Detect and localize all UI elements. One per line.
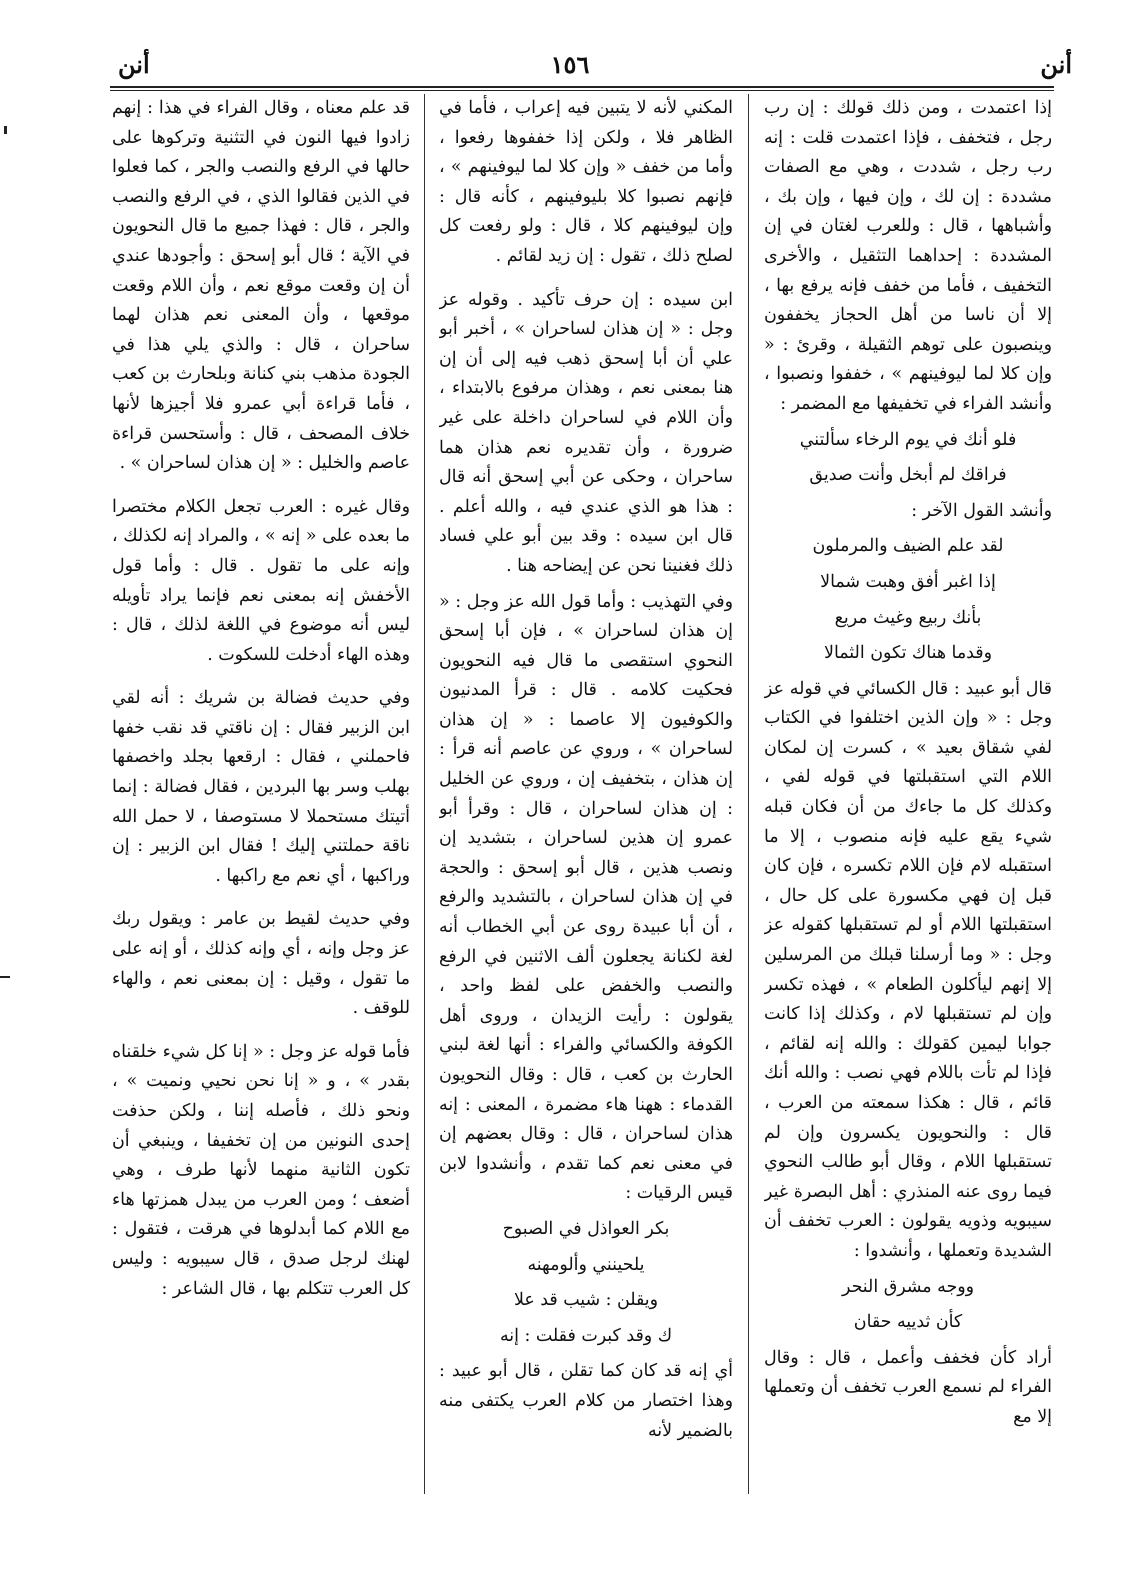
- paragraph: وأنشد القول الآخر :: [911, 500, 1052, 521]
- paragraph: وقال غيره : العرب تجعل الكلام مختصرا ما بعده على « إنه » ، والمراد إنه لكذلك ، وإنه على ما تقول . قال : وأما قول الأخفش إنه بمعنى نعم فإنما يراد تأويله ليس أنه موضوع في اللغة لذلك ، قال : وهذه الهاء أدخلت للسكوت .: [112, 496, 410, 665]
- margin-mark: [4, 126, 7, 134]
- verse-line: فراقك لم أبخل وأنت صديق: [809, 465, 1007, 486]
- verse-line: وقدما هناك تكون الثمالا: [824, 643, 992, 664]
- paragraph: قد علم معناه ، وقال الفراء في هذا : إنهم زادوا فيها النون في التثنية وتركوها على حالها في الرفع والنصب والجر ، كما فعلوا في الذين فقالوا الذي ، في الرفع والنصب والجر ، قال : فهذا جميع ما قال النحويون في الآية ؛ قال أبو إسحق : وأجودها عندي أن إن وقعت موقع نعم ، وأن اللام وقعت موقعها ، وأن المعنى نعم هذان لهما ساحران ، قال : والذي يلي هذا في الجودة مذهب بني كنانة وبلحارث بن كعب ، فأما قراءة أبي عمرو فلا أجيزها لأنها خلاف المصحف ، قال : وأستحسن قراءة عاصم والخليل : « إن هذان لساحران » .: [112, 98, 410, 474]
- text-column-middle: [439, 94, 733, 1464]
- verse-line: كأن ثدييه حقان: [853, 1312, 963, 1333]
- paragraph: وفي التهذيب : وأما قول الله عز وجل : « إن هذان لساحران » ، فإن أبا إسحق النحوي استقصى ما قال فيه النحويون فحكيت كلامه . قال : قرأ المدنيون والكوفيون إلا عاصما : « إن هذان لساحران » ، وروي عن عاصم أنه قرأ : إن هذان ، بتخفيف إن ، وروي عن الخليل : إن هذان لساحران ، قال : وقرأ أبو عمرو إن هذين لساحران ، بتشديد إن ونصب هذين ، قال أبو إسحق : والحجة في إن هذان لساحران ، بالتشديد والرفع ، أن أبا عبيدة روى عن أبي الخطاب أنه لغة لكنانة يجعلون ألف الاثنين في الرفع والنصب والخفض على لفظ واحد ، يقولون : رأيت الزيدان ، وروى أهل الكوفة والكسائي والفراء : أنها لغة لبني الحارث بن كعب ، قال : وقال النحويون القدماء : ههنا هاء مضمرة ، المعنى : إنه هذان لساحران ، قال : وقال بعضهم إن في معنى نعم كما تقدم ، وأنشدوا لابن قيس الرقيات :: [439, 591, 733, 1204]
- verse-line: ووجه مشرق النحر: [841, 1276, 975, 1297]
- header-rule-thin: [110, 90, 1054, 91]
- text-column-right: [764, 94, 1052, 1464]
- paragraph: وفي حديث فضالة بن شريك : أنه لقي ابن الزبير فقال : إن ناقتي قد نقب خفها فاحملني ، فقال : ارقعها بجلد واخصفها بهلب وسر بها البردين ، فقال فضالة : إنما أتيتك مستحملا لا مستوصفا ، لا حمل الله ناقة حملتني إليك ! فقال ابن الزبير : إن وراكبها ، أي نعم مع راكبها .: [112, 688, 410, 886]
- verse-line: ك وقد كبرت فقلت : إنه: [499, 1325, 673, 1346]
- paragraph: إذا اعتمدت ، ومن ذلك قولك : إن رب رجل ، فتخفف ، فإذا اعتمدت قلت : إنه رب رجل ، شددت ، وهي مع الصفات مشددة : إن لك ، وإن فيها ، وإن بك ، وأشباهها ، قال : وللعرب لغتان في إن المشددة : إحداهما التثقيل ، والأخرى التخفيف ، فأما من خفف فإنه يرفع بها ، إلا أن ناسا من أهل الحجاز يخففون وينصبون على توهم الثقيلة ، وقرئ : « وإن كلا لما ليوفينهم » ، خففوا ونصبوا ، وأنشد الفراء في تخفيفها مع المضمر :: [764, 98, 1052, 414]
- verse-line: يلحينني وألومهنه: [527, 1254, 645, 1275]
- verse-line: ويقلن : شيب قد علا: [513, 1290, 659, 1311]
- paragraph: أراد كأن فخفف وأعمل ، قال : وقال الفراء لم نسمع العرب تخفف أن وتعملها إلا مع: [764, 1347, 1052, 1427]
- header-entry-word-left: أنن: [118, 50, 150, 79]
- page-number: ١٥٦: [550, 50, 590, 79]
- paragraph: وفي حديث لقيط بن عامر : ويقول ربك عز وجل وإنه ، أي وإنه كذلك ، أو إنه على ما تقول ، وقيل : إن بمعنى نعم ، والهاء للوقف .: [112, 909, 410, 1019]
- header-rule: [110, 86, 1054, 88]
- paragraph: ابن سيده : إن حرف تأكيد . وقوله عز وجل : « إن هذان لساحران » ، أخبر أبو علي أن أبا إسحق ذهب فيه إلى أن إن هنا بمعنى نعم ، وهذان مرفوع بالابتداء ، وأن اللام في لساحران داخلة على غير ضرورة ، وأن تقديره نعم هذان هما ساحران ، وحكى عن أبي إسحق أنه قال : هذا هو الذي عندي فيه ، والله أعلم . قال ابن سيده : وقد بين أبو علي فساد ذلك فغنينا نحن عن إيضاحه هنا .: [439, 289, 733, 576]
- verse-line: فلو أنك في يوم الرخاء سألتني: [799, 429, 1017, 450]
- column-separator: [748, 94, 749, 1494]
- verse-line: إذا اغبر أفق وهبت شمالا: [820, 571, 996, 592]
- verse-line: بكر العواذل في الصبوح: [502, 1218, 670, 1239]
- paragraph: قال أبو عبيد : قال الكسائي في قوله عز وجل : « وإن الذين اختلفوا في الكتاب لفي شقاق بعيد » ، كسرت إن لمكان اللام التي استقبلتها في قوله لفي ، وكذلك كل ما جاءك من أن فكان قبله شيء يقع عليه فإنه منصوب ، إلا ما استقبله لام فإن اللام تكسره ، فإن كان قبل إن فهي مكسورة على كل حال ، استقبلتها اللام أو لم تستقبلها كقوله عز وجل : « وما أرسلنا قبلك من المرسلين إلا إنهم ليأكلون الطعام » ، فهذه تكسر وإن لم تستقبلها لام ، وكذلك إذا كانت جوابا ليمين كقولك : والله إنه لقائم ، فإذا لم تأت باللام فهي نصب : والله أنك قائم ، قال : هكذا سمعته من العرب ، قال : والنحويون يكسرون وإن لم تستقبلها اللام ، وقال أبو طالب النحوي فيما روى عنه المنذري : أهل البصرة غير سيبويه وذويه يقولون : العرب تخفف أن الشديدة وتعملها ، وأنشدوا :: [764, 678, 1052, 1261]
- verse-line: لقد علم الضيف والمرملون: [812, 536, 1004, 557]
- text-column-left: [112, 94, 410, 1464]
- margin-mark: [0, 976, 10, 978]
- paragraph: أي إنه قد كان كما تقلن ، قال أبو عبيد : وهذا اختصار من كلام العرب يكتفى منه بالضمير لأنه: [439, 1361, 733, 1441]
- verse-line: بأنك ربيع وغيث مريع: [834, 607, 982, 628]
- header-entry-word-right: أنن: [1040, 50, 1072, 79]
- paragraph: المكني لأنه لا يتبين فيه إعراب ، فأما في الظاهر فلا ، ولكن إذا خففوها رفعوا ، وأما من خفف « وإن كلا لما ليوفينهم » ، فإنهم نصبوا كلا بليوفينهم ، كأنه قال : وإن ليوفينهم كلا ، قال : ولو رفعت كل لصلح ذلك ، تقول : إن زيد لقائم .: [439, 98, 733, 266]
- column-separator: [424, 94, 425, 1494]
- paragraph: فأما قوله عز وجل : « إنا كل شيء خلقناه بقدر » ، و « إنا نحن نحيي ونميت » ، ونحو ذلك ، فأصله إننا ، ولكن حذفت إحدى النونين من إن تخفيفا ، وينبغي أن تكون الثانية منهما لأنها طرف ، وهي أضعف ؛ ومن العرب من يبدل همزتها هاء مع اللام كما أبدلوها في هرقت ، فتقول : لهنك لرجل صدق ، قال سيبويه : وليس كل العرب تتكلم بها ، قال الشاعر :: [112, 1041, 410, 1299]
